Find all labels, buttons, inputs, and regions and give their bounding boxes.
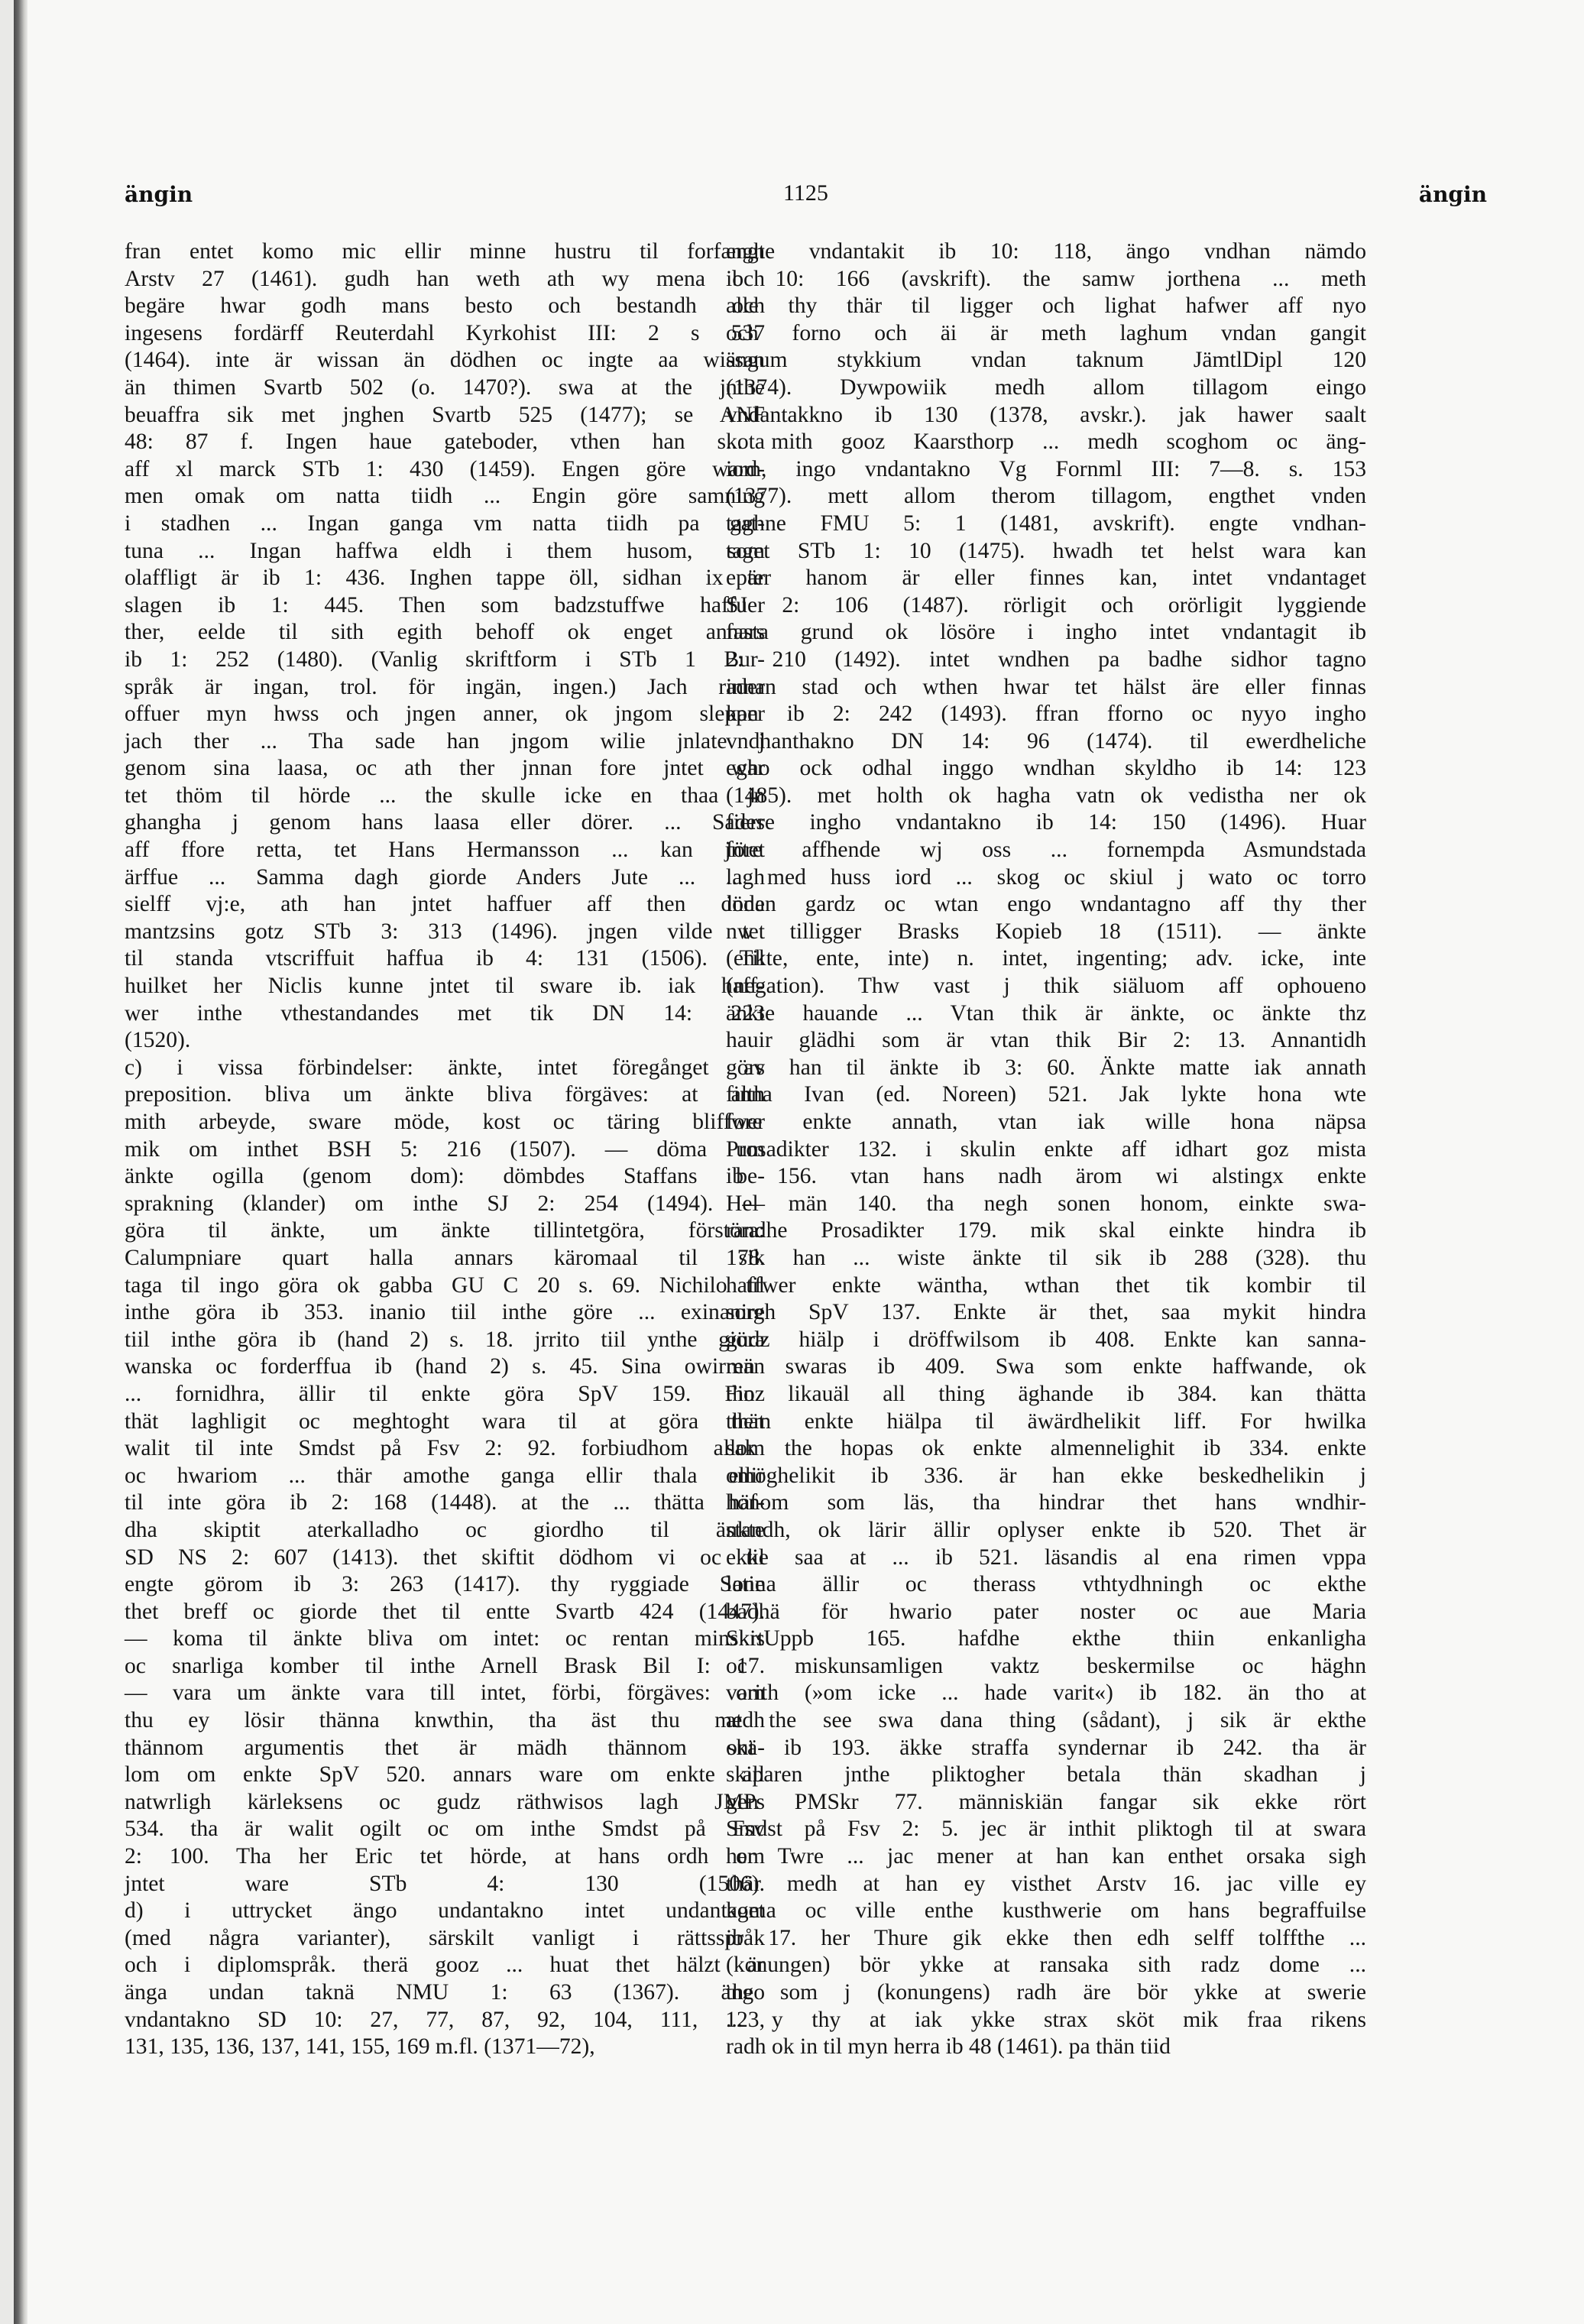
text-line: omöghelikit ib 336. är han ekke beskedhelikin j [726,1463,1366,1488]
page-edge-shadow [14,0,28,2324]
text-line: thännom argumentis thet är mädh thännom skä- [125,1735,765,1760]
text-line: skiparen jnthe pliktogher betala thän skadhan j [726,1762,1366,1788]
text-line: gen PMSkr 77. människiän fangar sik ekke rört [726,1789,1366,1814]
text-line: them enkte hiälpa til äwärdhelikit liff. For hwilka [726,1408,1366,1434]
text-line: görs han til änkte ib 3: 60. Änkte matte iak annath [726,1055,1366,1080]
text-line: thu ey lösir thänna knwthin, tha äst thu medh [125,1708,765,1733]
text-line: radh ok in til myn herra ib 48 (1461). pa thän tiid [726,2034,1171,2060]
text-line: vndantakno SD 10: 27, 77, 87, 92, 104, 111, 123, [125,2007,765,2032]
text-line: latina ällir oc therass vthtydhningh oc ekthe [726,1572,1366,1597]
text-line: hauir glädhi som är vtan thik Bir 2: 13. Annantidh [726,1028,1366,1053]
text-line: Arstv 27 (1461). gudh han weth ath wy mena och [125,266,765,291]
text-line: the som j (konungens) radh äre bör ykke at swerie [726,1980,1366,2005]
text-line: tuna ... Ingan haffwa eldh i them husom, som [125,538,765,563]
text-line: nw tilligger Brasks Kopieb 18 (1511). — änkte [726,919,1366,944]
text-line: fasta grund ok lösöre i ingho intet vndantagit ib [726,620,1366,645]
text-line: ther, eelde til sith egith behoff ok enget annars [125,620,765,645]
text-line: 534. tha är walit ogilt oc om inthe Smdst på Fsv [125,1817,765,1842]
text-line: fore enkte annath, vtan iak wille hona näpsa [726,1110,1366,1134]
text-line: inthe göra ib 353. inanio tiil inthe göre ... exinanire [125,1300,765,1325]
text-line: ängum stykkium vndan taknum JämtlDipl 120 [726,348,1366,373]
text-line: sak the hopas ok enkte almennelighit ib 334. enkte [726,1436,1366,1461]
text-line: vndantakkno ib 130 (1378, avskr.). jak hawer saalt [726,402,1366,427]
text-line: innan stad och wthen hwar tet hälst äre eller finnas [726,674,1366,699]
text-line: 2: 100. Tha her Eric tet hörde, at hans ordh om [125,1844,765,1869]
text-line: genom sina laasa, oc ath ther jnnan fore jntet war [125,756,765,781]
text-line: engte görom ib 3: 263 (1417). thy ryggiade Sone [125,1572,765,1597]
text-line: innan gardz oc wtan engo wndantagno aff thy ther [726,892,1366,917]
text-line: ghangha j genom hans laasa eller dörer. ... Sades [125,810,765,835]
page-number: 1125 [783,180,828,206]
text-line: olaffligt är ib 1: 436. Inghen tappe öll, sidhan ix är [125,566,765,591]
text-line: 178. han ... wiste änkte til sik ib 288 (328). thu [726,1245,1366,1270]
text-line: aff ffore retta, tet Hans Hermansson ... kan jntet [125,838,765,863]
text-line: wanska oc forderffua ib (hand 2) s. 45. Sina owirmän [125,1354,765,1379]
text-line: sprakning (klander) om inthe SJ 2: 254 (1494). — [125,1191,765,1216]
text-line: tet thöm til hörde ... the skulle icke en thaa jn [125,783,765,808]
text-line: ren swaras ib 409. Swa som enkte haffwande, ok [726,1354,1366,1379]
text-line: finna Ivan (ed. Noreen) 521. Jak lykte hona wte [726,1082,1366,1107]
text-line: preposition. bliva um änkte bliva förgäves: at alth [125,1082,765,1107]
text-line: (negation). Thw vast j thik siäluom aff ophoueno [726,974,1366,999]
text-line: göra til änkte, um änkte tillintetgöra, förstöra: [125,1218,765,1243]
text-line: sielff vj:e, ath han jntet haffuer aff then döde [125,892,765,917]
header-right-headword: ängin [1418,182,1487,207]
text-line: taga til ingo göra ok gabba GU C 20 s. 69. Nichilo til [125,1272,765,1298]
text-line: lom om enkte SpV 520. annars ware om enkte all [125,1762,765,1788]
text-line: 2: 210 (1492). intet wndhen pa badhe sidhor tagno [726,647,1366,672]
text-line: ib 17. her Thure gik ekke then edh selff tolffthe ... [726,1925,1366,1950]
text-line: (konungen) bör ykke at ransaka sith radz dome ... [726,1953,1366,1978]
text-line: mith arbeyde, sware möde, kost oc täring bliffwer [125,1110,765,1134]
text-line: (med några varianter), särskilt vanligt i rättsspråk [125,1925,765,1950]
text-line: änkte hauande ... Vtan thik är änkte, oc änkte thz [726,1000,1366,1026]
text-line: sorgh SpV 137. Enkte är thet, saa mykit hindra [726,1300,1366,1325]
text-line: gudz hiälp i dröffwilsom ib 408. Enkte kan sanna- [726,1327,1366,1352]
text-line: at the see swa dana thing (sådant), j sik är ekthe [726,1708,1366,1733]
text-line: standh, ok lärir ällir oplyser enkte ib 520. Thet är [726,1517,1366,1542]
text-line: (1464). inte är wissan än dödhen oc ingte aa wissan [125,348,765,373]
text-line: Prosadikter 132. i skulin enkte aff idhart goz mista [726,1136,1366,1162]
text-line: til standa vtscriffuit haffua ib 4: 131 (1506). Til [125,946,765,971]
text-line: änkte ogilla (genom dom): dömbdes Staffans be- [125,1164,765,1189]
text-line: epter hanom är eller finnes kan, intet vndantaget [726,566,1366,591]
text-line: wer inthe vthestandandes met tik DN 14: 223 [125,1000,765,1026]
text-line: aff xl marck STb 1: 430 (1459). Engen göre ward- [125,456,765,481]
text-line: slagen ib 1: 445. Then som badzstuffwe haffuer [125,592,765,617]
text-line: oc miskunsamligen vaktz beskermilse oc häghn [726,1653,1366,1678]
text-line: ... mith gooz Kaarsthorp ... medh scoghom oc äng- [726,429,1366,455]
text-line: ekke saa at ... ib 521. läsandis al ena rimen vppa [726,1544,1366,1570]
text-line: — vara um änkte vara till intet, förbi, förgäves: om [125,1681,765,1706]
right-column [726,238,1366,2061]
text-line: iom, ingo vndantakno Vg Fornml III: 7—8. s. 153 [726,456,1366,481]
text-line: honom som läs, tha hindrar thet hans wndhir- [726,1490,1366,1515]
text-line: walit til inte Smdst på Fsv 2: 92. forbiudhom allom [125,1436,765,1461]
text-line: her Twre ... jac mener at han kan enthet orsaka sigh [726,1844,1366,1869]
text-line: dha skiptit aterkalladho oc giordho til änkte [125,1517,765,1542]
text-line: egho ock odhal inggo wndhan skyldho ib 14: 123 [726,756,1366,781]
text-line: (1377). mett allom therom tillagom, engthet vnden [726,484,1366,509]
text-line: fierre ingho vndantakno ib 14: 150 (1496). Huar [726,810,1366,835]
text-line: koma oc ville enthe kusthwerie om hans begraffuilse [726,1898,1366,1924]
text-line: ib 156. vtan hans nadh ärom wi alstingx enkte [726,1164,1366,1189]
text-line: beuaffra sik met jnghen Svartb 525 (1477); se ANF [125,402,765,427]
text-line: mik om inthet BSH 5: 216 (1507). — döma um [125,1136,765,1162]
text-line: randhe Prosadikter 179. mik skal einkte hindra ib [726,1218,1366,1243]
text-line: til inte göra ib 2: 168 (1448). at the ... thätta häf- [125,1490,765,1515]
text-line: före affhende wj oss ... fornempda Asmundstada [726,838,1366,863]
text-line: natwrligh kärleksens oc gudz räthwisos lagh JMPs [125,1789,765,1814]
text-line: ärffue ... Samma dagh giorde Anders Jute ... lagh [125,864,765,890]
text-line: badhä för hwario pater noster oc aue Maria [726,1599,1366,1624]
text-line: taget STb 1: 10 (1475). hwadh tet helst wara kan [726,538,1366,563]
text-line: men omak om natta tiidh ... Engin göre samning [125,484,765,509]
text-line: ib 10: 166 (avskrift). the samw jorthena ... meth [726,266,1366,291]
text-line: thär medh at han ey visthet Arstv 16. jac ville ey [726,1871,1366,1896]
text-line: thet breff oc giorde thet til entte Svartb 424 (1447). [125,1599,765,1624]
text-line: tho likauäl all thing äghande ib 384. kan thätta [726,1381,1366,1406]
header-left-headword: ängin [125,182,193,207]
text-line: Hel män 140. tha negh sonen honom, einkte swa- [726,1191,1366,1216]
text-line: änga undan taknä NMU 1: 63 (1367). ängo [125,1980,765,2005]
text-line: språk är ingan, trol. för ingän, ingen.) Jach rader [125,674,765,699]
text-line: (1485). met holth ok hagha vatn ok vedistha ner ok [726,783,1366,808]
text-line: engte vndantakit ib 10: 118, ängo vndhan nämdo [726,239,1366,264]
text-line: (1374). Dywpowiik medh allom tillagom eingo [726,374,1366,400]
text-line: varith (»om icke ... hade varit«) ib 182. än tho at [726,1681,1366,1706]
text-line: (enkte, ente, inte) n. intet, ingenting; adv. icke, inte [726,946,1366,971]
text-line: thät laghligit oc meghtoght wara til at göra thät [125,1408,765,1434]
text-line: kan ib 2: 242 (1493). ffran fforno oc nyyo ingho [726,702,1366,727]
text-line: 48: 87 f. Ingen haue gateboder, vthen han skota [125,429,765,455]
text-line: ont ib 193. äkke straffa syndernar ib 242. tha är [726,1735,1366,1760]
text-line: — koma til änkte bliva om intet: oc rentan minskis [125,1626,765,1651]
text-line: ... med huss iord ... skog oc skiul j wato oc torro [726,864,1366,890]
text-line: SD NS 2: 607 (1413). thet skiftit dödhom vi oc til [125,1544,765,1570]
text-line: jntet ware STb 4: 130 (1506). [125,1871,765,1896]
left-column [125,238,765,2061]
text-line: SkrtUppb 165. hafdhe ekthe thiin enkanligha [726,1626,1366,1651]
text-line: än thimen Svartb 502 (o. 1470?). swa at the jnthe [125,374,765,400]
text-line: d) i uttrycket ängo undantakno intet undantaget [125,1898,765,1924]
text-line: 131, 135, 136, 137, 141, 155, 169 m.fl. (1371—72), [125,2034,595,2060]
text-line: Smdst på Fsv 2: 5. jec är inthit pliktogh til at swara [726,1817,1366,1842]
text-line: oc snarliga komber til inthe Arnell Brask Bil I: 17. [125,1653,765,1678]
text-line: haffwer enkte wäntha, wthan thet tik kombir til [726,1272,1366,1298]
text-line: ... y thy at iak ykke strax sköt mik fraa rikens [726,2007,1366,2032]
text-line: i stadhen ... Ingan ganga vm natta tiidh pa gat- [125,511,765,536]
text-line: SJ 2: 106 (1487). rörligit och orörligit lyggiende [726,592,1366,617]
text-line: ingesens fordärff Reuterdahl Kyrkohist III: 2 s 537 [125,320,765,345]
text-line: ... fornidhra, ällir til enkte göra SpV 159. Finz [125,1381,765,1406]
text-line: fran entet komo mic ellir minne hustru til forfangh [125,239,765,264]
text-line: tiil inthe göra ib (hand 2) s. 18. jrrito tiil ynthe giöra [125,1327,765,1352]
text-line: huilket her Niclis kunne jntet til sware ib. iak haff- [125,974,765,999]
text-line: c) i vissa förbindelser: änkte, intet föregånget av [125,1055,765,1080]
text-line: oc hwariom ... thär amothe ganga ellir thala ellir [125,1463,765,1488]
text-line: alle thy thär til ligger och lighat hafwer aff nyo [726,293,1366,319]
text-line: och i diplomspråk. therä gooz ... huat thet hälzt är [125,1953,765,1978]
text-line: taghne FMU 5: 1 (1481, avskrift). engte vndhan- [726,511,1366,536]
text-line: jach ther ... Tha sade han jngom wilie jnlate j [125,728,765,754]
text-line: ib 1: 252 (1480). (Vanlig skriftform i STb 1 Bur- [125,647,765,672]
text-line: och forno och äi är meth laghum vndan gangit [726,320,1366,345]
text-line: (1520). [125,1028,191,1053]
text-line: offuer myn hwss och jngen anner, ok jngom slepper [125,702,765,727]
text-line: Calumpniare quart halla annars käromaal til sik [125,1245,765,1270]
text-line: mantzsins gotz STb 3: 313 (1496). jngen vilde tet [125,919,765,944]
dictionary-page [14,0,1584,2324]
text-line: begäre hwar godh mans besto och bestandh och [125,293,765,319]
text-line: vndhanthakno DN 14: 96 (1474). til ewerdheliche [726,728,1366,754]
